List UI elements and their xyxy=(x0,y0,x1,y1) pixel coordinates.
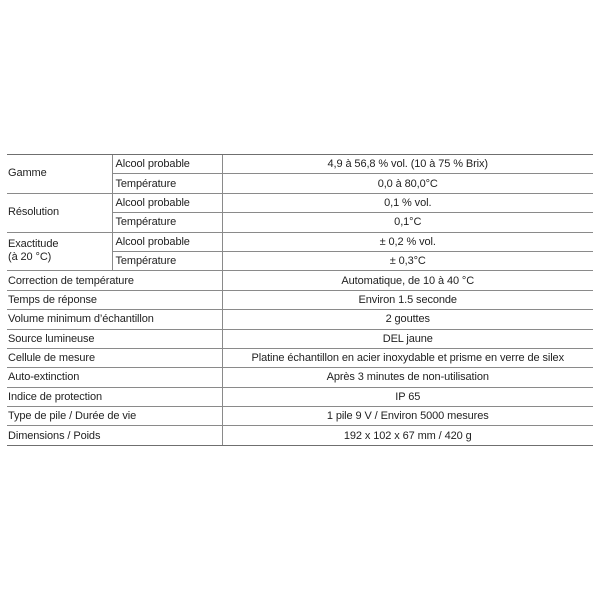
table-row xyxy=(7,348,593,367)
table-row xyxy=(7,387,593,406)
spec-value: Environ 1.5 seconde xyxy=(222,290,593,309)
spec-value: Après 3 minutes de non-utilisation xyxy=(222,368,593,387)
spec-value: Platine échantillon en acier inoxydable et prisme en verre de silex xyxy=(222,348,593,367)
sub-label: Alcool probable xyxy=(112,193,222,212)
spec-value: 0,1°C xyxy=(222,213,593,232)
exactitude-label-line2: (à 20 °C) xyxy=(8,251,52,264)
table-row xyxy=(7,232,593,251)
spec-value: IP 65 xyxy=(222,387,593,406)
row-label: Volume minimum d’échantillon xyxy=(7,310,222,329)
row-label-exactitude xyxy=(7,232,112,271)
row-label: Auto-extinction xyxy=(7,368,222,387)
spec-value: 4,9 à 56,8 % vol. (10 à 75 % Brix) xyxy=(222,155,593,174)
sub-label: Température xyxy=(112,174,222,193)
sub-label: Température xyxy=(112,213,222,232)
exactitude-label-line1: Exactitude xyxy=(8,238,59,251)
specifications-table xyxy=(7,154,593,446)
row-label: Dimensions / Poids xyxy=(7,426,222,445)
table-row xyxy=(7,155,593,174)
spec-value: Automatique, de 10 à 40 °C xyxy=(222,271,593,290)
table-row xyxy=(7,329,593,348)
spec-value: DEL jaune xyxy=(222,329,593,348)
spec-value: 2 gouttes xyxy=(222,310,593,329)
table-row xyxy=(7,310,593,329)
row-label: Temps de réponse xyxy=(7,290,222,309)
row-label: Type de pile / Durée de vie xyxy=(7,407,222,426)
table-row xyxy=(7,426,593,445)
table-row xyxy=(7,407,593,426)
spec-value: ± 0,3°C xyxy=(222,251,593,270)
row-label-resolution: Résolution xyxy=(7,193,112,232)
table-row xyxy=(7,290,593,309)
table-row xyxy=(7,368,593,387)
sub-label: Alcool probable xyxy=(112,155,222,174)
spec-value: 1 pile 9 V / Environ 5000 mesures xyxy=(222,407,593,426)
table-row xyxy=(7,193,593,212)
spec-value: 0,0 à 80,0°C xyxy=(222,174,593,193)
row-label-gamme: Gamme xyxy=(7,155,112,194)
row-label: Cellule de mesure xyxy=(7,348,222,367)
row-label: Source lumineuse xyxy=(7,329,222,348)
table-row xyxy=(7,271,593,290)
spec-value: ± 0,2 % vol. xyxy=(222,232,593,251)
row-label: Correction de température xyxy=(7,271,222,290)
spec-value: 192 x 102 x 67 mm / 420 g xyxy=(222,426,593,445)
spec-value: 0,1 % vol. xyxy=(222,193,593,212)
sub-label: Alcool probable xyxy=(112,232,222,251)
row-label: Indice de protection xyxy=(7,387,222,406)
sub-label: Température xyxy=(112,251,222,270)
